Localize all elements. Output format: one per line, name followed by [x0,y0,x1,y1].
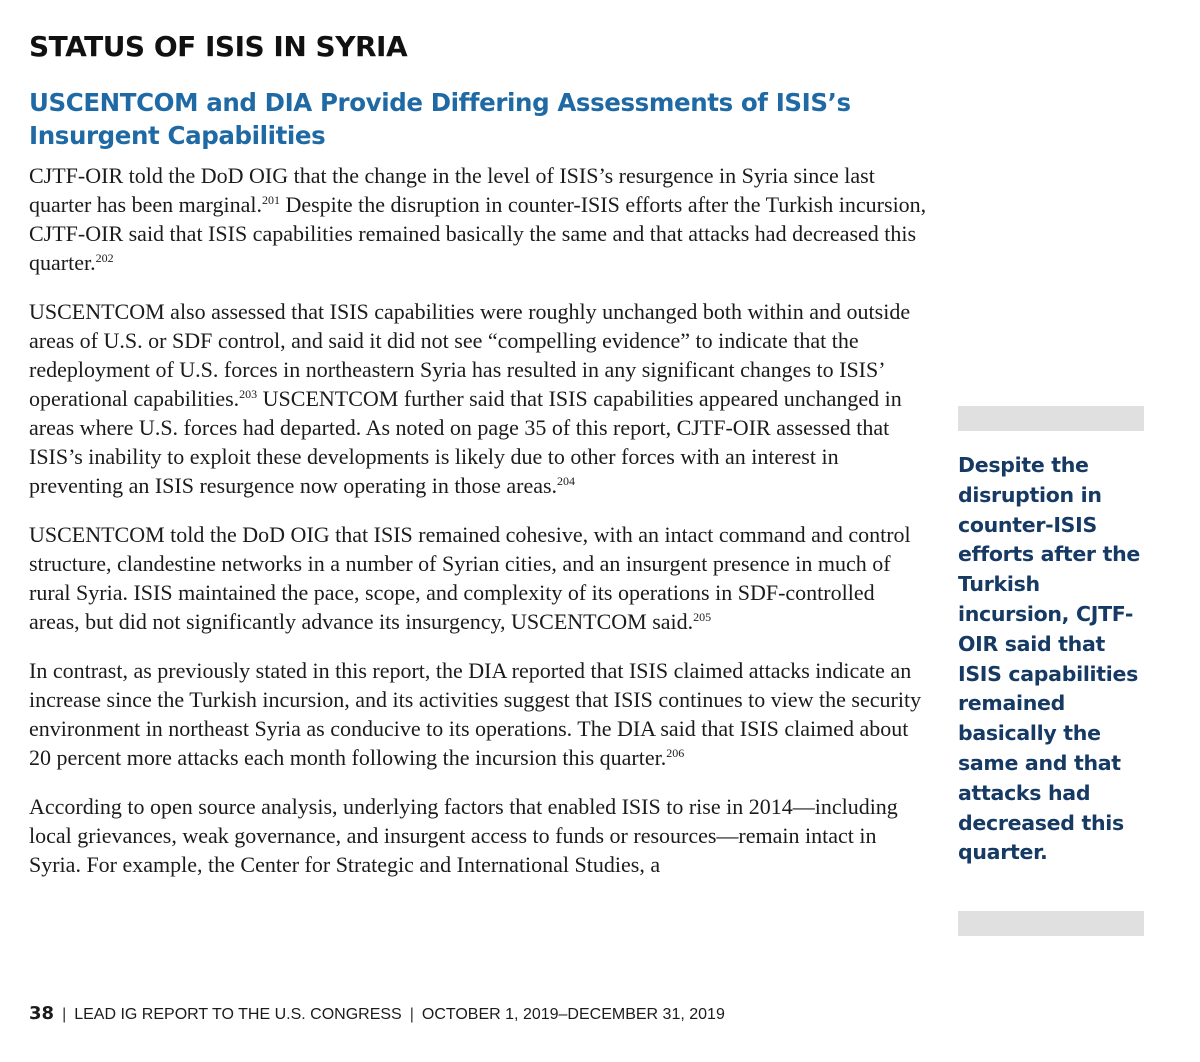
article-headline [29,86,929,152]
article-body [29,161,929,899]
paragraph-text: In contrast, as previously stated in this report, the DIA reported that ISIS claimed attacks indicate an increase since the Turkish incursion, and its activities suggest that ISIS continues to view the security environment in northeast Syria as conducive to its operations. The DIA said that ISIS claimed about 20 percent more attacks each month following the incursion this quarter. [29,658,922,770]
callout-bar-top [958,406,1144,431]
paragraph-4 [29,656,929,772]
footer-separator: | [409,1006,414,1023]
section-title: STATUS OF ISIS IN SYRIA [29,30,408,63]
footnote-ref: 202 [95,251,114,265]
paragraph-text: USCENTCOM told the DoD OIG that ISIS remained cohesive, with an intact command and control structure, clandestine networks in a number of Syrian cities, and an insurgent presence in much of rural Syria. ISIS maintained the pace, scope, and complexity of its operations in SDF-controlled areas, but did not significantly advance its insurgency, USCENTCOM said. [29,522,911,634]
headline-line-1: USCENTCOM and DIA Provide Differing Assessments of ISIS’s [29,88,851,117]
pull-quote: Despite the disruption in counter-ISIS efforts after the Turkish incursion, CJTF-OIR said that ISIS capabilities remained basically the same and that attacks had decreased this quarter. [958,453,1140,865]
report-dates: OCTOBER 1, 2019–DECEMBER 31, 2019 [421,1006,725,1023]
footnote-ref: 201 [261,193,280,207]
callout-bar-bottom [958,911,1144,936]
paragraph-text: According to open source analysis, underlying factors that enabled ISIS to rise in 2014—including local grievances, weak governance, and insurgent access to funds or resources—remain intact in Syria. For example, the Center for Strategic and International Studies, a [29,794,898,877]
headline-line-2: Insurgent Capabilities [29,121,326,150]
paragraph-3 [29,520,929,636]
footnote-ref: 206 [666,746,685,760]
footnote-ref: 203 [239,387,258,401]
report-title: LEAD IG REPORT TO THE U.S. CONGRESS [74,1006,402,1023]
paragraph-2 [29,297,929,500]
paragraph-1 [29,161,929,277]
paragraph-text: USCENTCOM further said that ISIS capabilities appeared unchanged in areas where U.S. forces had departed. As noted on page 35 of this report, CJTF-OIR assessed that ISIS’s inability to exploit these developments is likely due to other forces with an interest in preventing an ISIS resurgence now operating in those areas. [29,386,902,498]
paragraph-5 [29,792,929,879]
paragraph-text: CJTF-OIR told the DoD OIG that the change in the level of ISIS’s resurgence in Syria since last quarter has been marginal. [29,163,875,217]
paragraph-text: USCENTCOM also assessed that ISIS capabilities were roughly unchanged both within and outside areas of U.S. or SDF control, and said it did not see “compelling evidence” to indicate that the redeployment of U.S. forces in northeastern Syria has resulted in any significant changes to ISIS’ operational capabilities. [29,299,911,411]
footnote-ref: 204 [557,474,576,488]
page-footer [29,1003,725,1024]
footnote-ref: 205 [693,610,712,624]
page-number: 38 [29,1003,55,1024]
footer-separator: | [62,1006,67,1023]
paragraph-text: Despite the disruption in counter-ISIS efforts after the Turkish incursion, CJTF-OIR said that ISIS capabilities remained basically the same and that attacks had decreased this quarter. [29,192,927,275]
